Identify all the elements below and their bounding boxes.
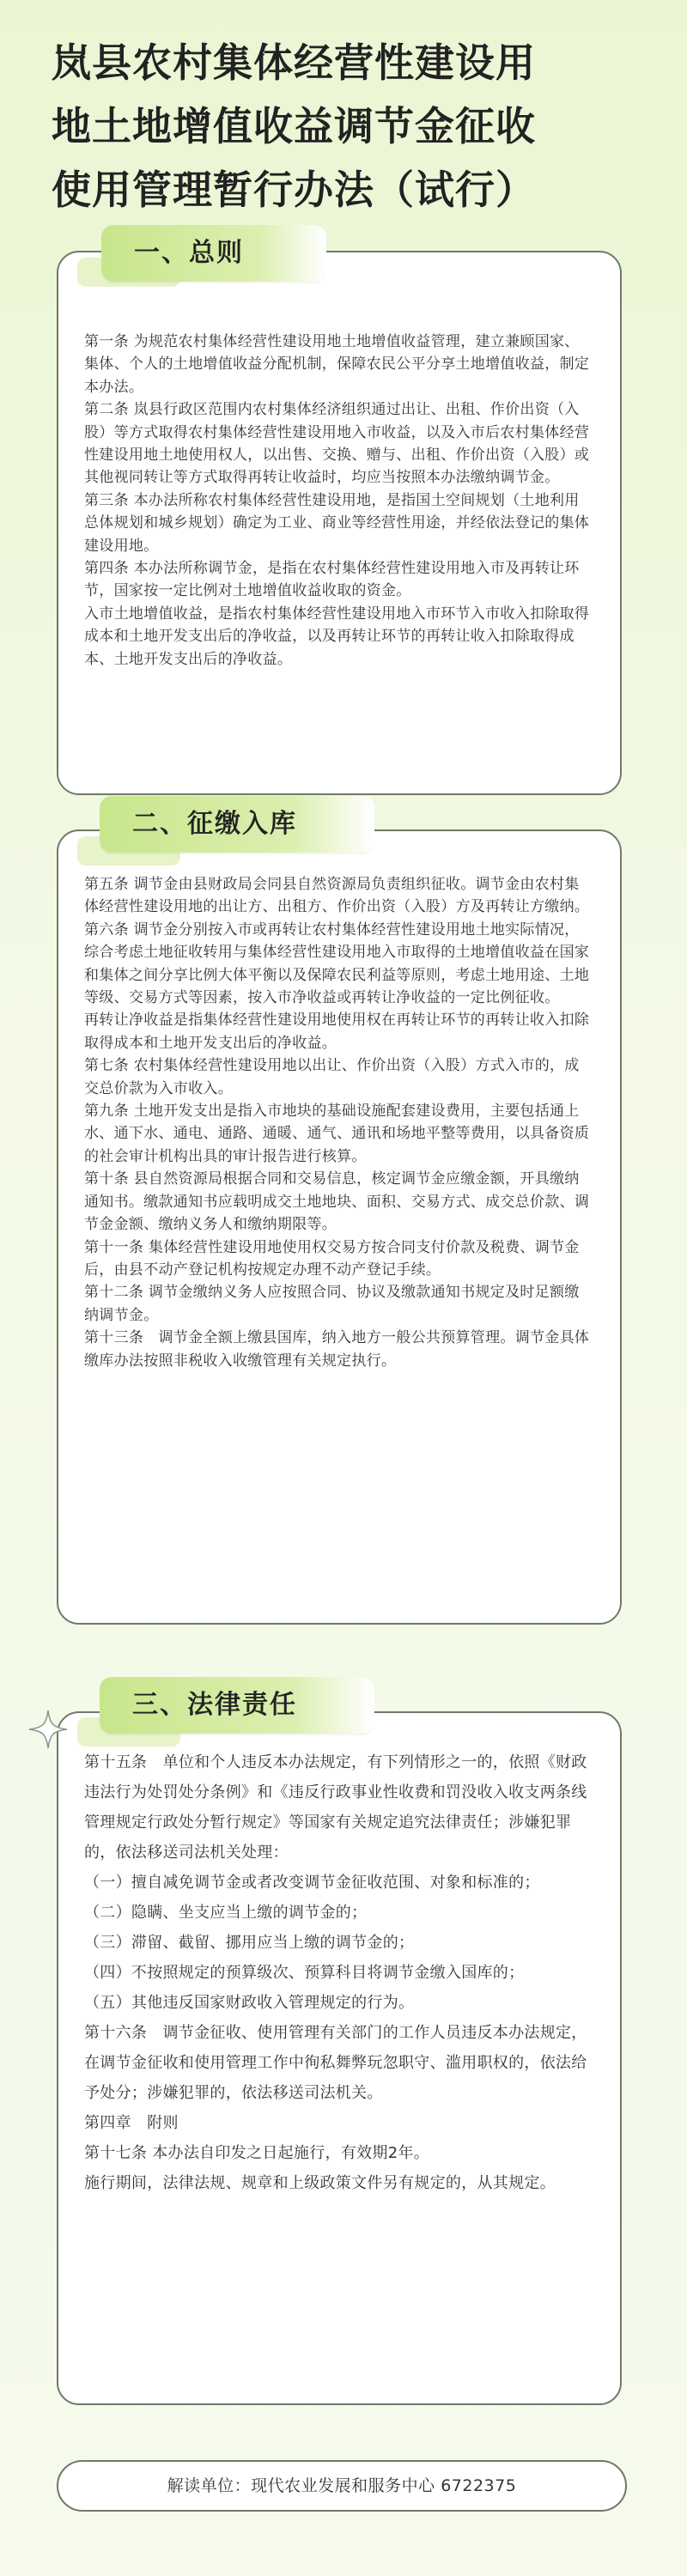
list-item: （五）其他违反国家财政收入管理规定的行为。 [84, 1994, 415, 2012]
sparkle-icon [27, 1709, 69, 1750]
section-heading-general: 一、总则 [101, 225, 326, 282]
list-item: （二）隐瞒、坐支应当上缴的调节金的； [84, 1904, 368, 1922]
title-line-3: 使用管理暂行办法（试行） [52, 167, 536, 213]
title-line-1: 岚县农村集体经营性建设用 [52, 39, 536, 86]
paragraph: 施行期间，法律法规、规章和上级政策文件另有规定的，从其规定。 [84, 2174, 556, 2192]
section-body-general [84, 331, 591, 671]
page-title [52, 31, 644, 222]
list-item: （一）擅自减免调节金或者改变调节金征收范围、对象和标准的； [84, 1874, 540, 1892]
paragraph: 第六条 调节金分别按入市或再转让农村集体经营性建设用地土地实际情况，综合考虑土地征收转用与集体经营性建设用地入市取得的土地增值收益在国家和集体之间分享比例大体平衡以及保障农民利益等原则，考虑土地用途、土地等级、交易方式等因素，按入市净收益或再转让净收益的一定比例征收。 [84, 920, 590, 1007]
list-item: （四）不按照规定的预算级次、预算科目将调节金缴入国库的； [84, 1964, 525, 1982]
section-body-collection [84, 873, 591, 1372]
list-item: （三）滞留、截留、挪用应当上缴的调节金的； [84, 1934, 415, 1952]
paragraph: 第十六条 调节金征收、使用管理有关部门的工作人员违反本办法规定，在调节金征收和使用管理工作中徇私舞弊玩忽职守、滥用职权的，依法给予处分；涉嫌犯罪的，依法移送司法机关。 [84, 2024, 587, 2102]
paragraph: 第四条 本办法所称调节金，是指在农村集体经营性建设用地入市及再转让环节，国家按一定比例对土地增值收益收取的资金。 [84, 560, 580, 600]
paragraph: 第十二条 调节金缴纳义务人应按照合同、协议及缴款通知书规定及时足额缴纳调节金。 [84, 1284, 580, 1324]
paragraph: 第十七条 本办法自印发之日起施行，有效期2年。 [84, 2144, 430, 2162]
section-heading-legal: 三、法律责任 [100, 1677, 374, 1734]
paragraph: 第五条 调节金由县财政局会同县自然资源局负责组织征收。调节金由农村集体经营性建设用地的出让方、出租方、作价出资（入股）方及再转让方缴纳。 [84, 876, 590, 916]
paragraph: 第十三条 调节金全额上缴县国库，纳入地方一般公共预算管理。调节金具体缴库办法按照非税收入收缴管理有关规定执行。 [84, 1329, 590, 1370]
paragraph: 第九条 土地开发支出是指入市地块的基础设施配套建设费用，主要包括通上水、通下水、通电、通路、通暖、通气、通讯和场地平整等费用，以具备资质的社会审计机构出具的审计报告进行核算。 [84, 1103, 590, 1165]
paragraph: 第三条 本办法所称农村集体经营性建设用地，是指国土空间规划（土地利用总体规划和城乡规划）确定为工业、商业等经营性用途，并经依法登记的集体建设用地。 [84, 491, 590, 555]
section-body-legal [84, 1747, 593, 2198]
title-line-2: 地土地增值收益调节金征收 [52, 103, 536, 149]
paragraph: 第十一条 集体经营性建设用地使用权交易方按合同支付价款及税费、调节金后，由县不动产登记机构按规定办理不动产登记手续。 [84, 1238, 580, 1279]
paragraph: 入市土地增值收益，是指农村集体经营性建设用地入市环节入市收入扣除取得成本和土地开发支出后的净收益，以及再转让环节的再转让收入扣除取得成本、土地开发支出后的净收益。 [84, 605, 590, 668]
paragraph: 第十五条 单位和个人违反本办法规定，有下列情形之一的，依照《财政违法行为处罚处分条例》和《违反行政事业性收费和罚没收入收支两条线管理规定行政处分暂行规定》等国家有关规定追究法律责任；涉嫌犯罪的，依法移送司法机关处理： [84, 1753, 587, 1862]
paragraph: 第一条 为规范农村集体经营性建设用地土地增值收益管理，建立兼顾国家、集体、个人的土地增值收益分配机制，保障农民公平分享土地增值收益，制定本办法。 [84, 333, 590, 396]
paragraph: 第二条 岚县行政区范围内农村集体经济组织通过出让、出租、作价出资（入股）等方式取得农村集体经营性建设用地入市收益，以及入市后农村集体经营性建设用地土地使用权人，以出售、交换、赠与、出租、作价出资（入股）或其他视同转让等方式取得再转让收益时，均应当按照本办法缴纳调节金。 [84, 401, 590, 487]
section-heading-collection: 二、征缴入库 [100, 796, 374, 853]
footer-contact: 解读单位：现代农业发展和服务中心 6722375 [57, 2460, 627, 2512]
paragraph: 再转让净收益是指集体经营性建设用地使用权在再转让环节的再转让收入扣除取得成本和土地开发支出后的净收益。 [84, 1012, 590, 1052]
paragraph: 第十条 县自然资源局根据合同和交易信息，核定调节金应缴金额，开具缴纳通知书。缴款通知书应载明成交土地地块、面积、交易方式、成交总价款、调节金金额、缴纳义务人和缴纳期限等。 [84, 1170, 590, 1234]
paragraph: 第七条 农村集体经营性建设用地以出让、作价出资（入股）方式入市的，成交总价款为入市收入。 [84, 1057, 580, 1097]
chapter-heading: 第四章 附则 [84, 2114, 179, 2132]
